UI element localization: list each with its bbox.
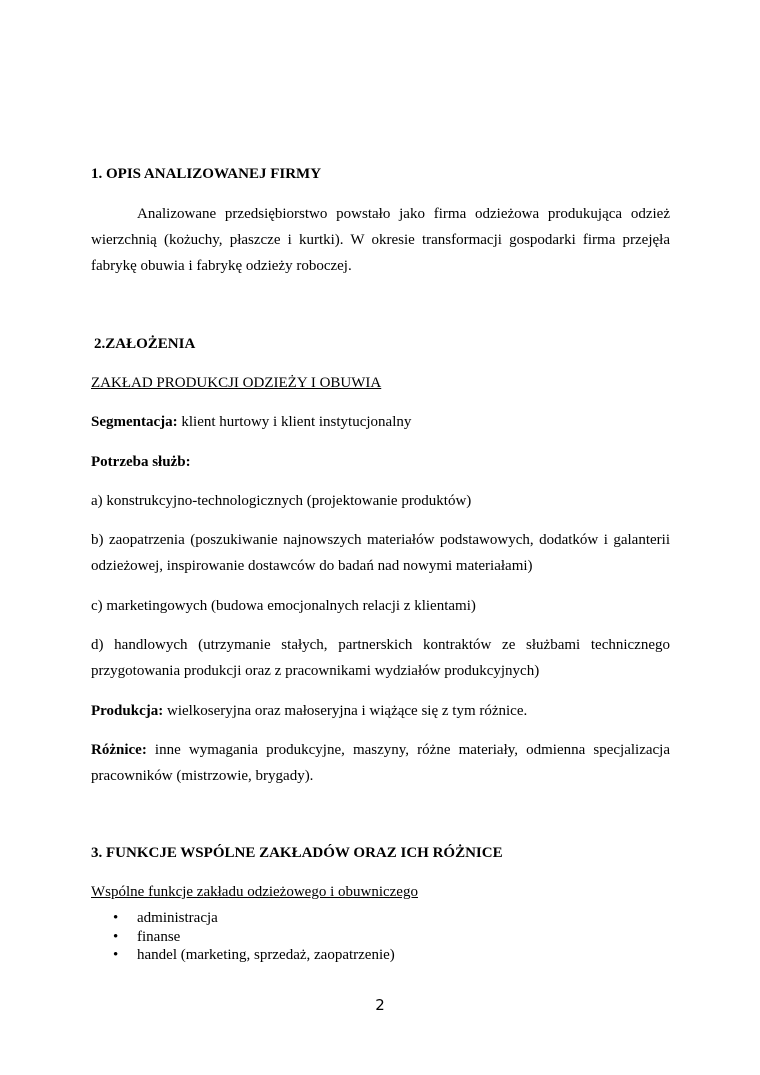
needs-item-d: d) handlowych (utrzymanie stałych, partnerskich kontraktów ze służbami technicznego przygotowania produkcji oraz z pracownikami wydziałów produkcyjnych) xyxy=(91,637,670,679)
section-3-subheading: Wspólne funkcje zakładu odzieżowego i obuwniczego xyxy=(91,884,418,900)
needs-label: Potrzeba służb: xyxy=(91,454,191,470)
list-item xyxy=(91,909,395,928)
segmentation-label: Segmentacja: xyxy=(91,414,178,430)
bullet-icon: • xyxy=(113,910,119,926)
section-2-heading: 2.ZAŁOŻENIA xyxy=(94,336,196,352)
list-item-text: handel (marketing, sprzedaż, zaopatrzenie) xyxy=(137,947,395,963)
production-line xyxy=(91,698,670,724)
bullet-icon: • xyxy=(113,928,119,945)
differences-line xyxy=(91,737,670,789)
needs-item-c: c) marketingowych (budowa emocjonalnych relacji z klientami) xyxy=(91,598,476,614)
section-2-subheading: ZAKŁAD PRODUKCJI ODZIEŻY I OBUWIA xyxy=(91,375,382,391)
list-item xyxy=(91,946,395,965)
needs-item-b: b) zaopatrzenia (poszukiwanie najnowszych materiałów podstawowych, dodatków i galanterii odzieżowej, inspirowanie dostawców do badań nad nowymi materiałami) xyxy=(91,532,670,574)
production-text: wielkoseryjna oraz małoseryjna i wiążące się z tym różnice. xyxy=(163,703,528,719)
list-item-text: finanse xyxy=(137,928,181,945)
production-label: Produkcja: xyxy=(91,703,164,719)
segmentation-text: klient hurtowy i klient instytucjonalny xyxy=(177,414,412,430)
differences-label: Różnice: xyxy=(91,742,147,758)
section-3-heading: 3. FUNKCJE WSPÓLNE ZAKŁADÓW ORAZ ICH RÓŻNICE xyxy=(91,845,503,861)
bullet-icon: • xyxy=(113,947,119,963)
differences-text: inne wymagania produkcyjne, maszyny, różne materiały, odmienna specjalizacja pracowników (mistrzowie, brygady). xyxy=(91,742,670,784)
section-1-paragraph: Analizowane przedsiębiorstwo powstało jako firma odzieżowa produkująca odzież wierzchnią (kożuchy, płaszcze i kurtki). W okresie transformacji gospodarki firma przejęła fabrykę obuwia i fabrykę odzieży roboczej. xyxy=(91,206,670,274)
list-item xyxy=(91,928,395,947)
list-item-text: administracja xyxy=(137,910,218,926)
needs-item-a: a) konstrukcyjno-technologicznych (projektowanie produktów) xyxy=(91,493,472,509)
segmentation-line xyxy=(91,409,670,435)
page-number: 2 xyxy=(375,996,385,1014)
functions-list xyxy=(91,909,395,965)
section-1-heading: 1. OPIS ANALIZOWANEJ FIRMY xyxy=(91,166,322,182)
